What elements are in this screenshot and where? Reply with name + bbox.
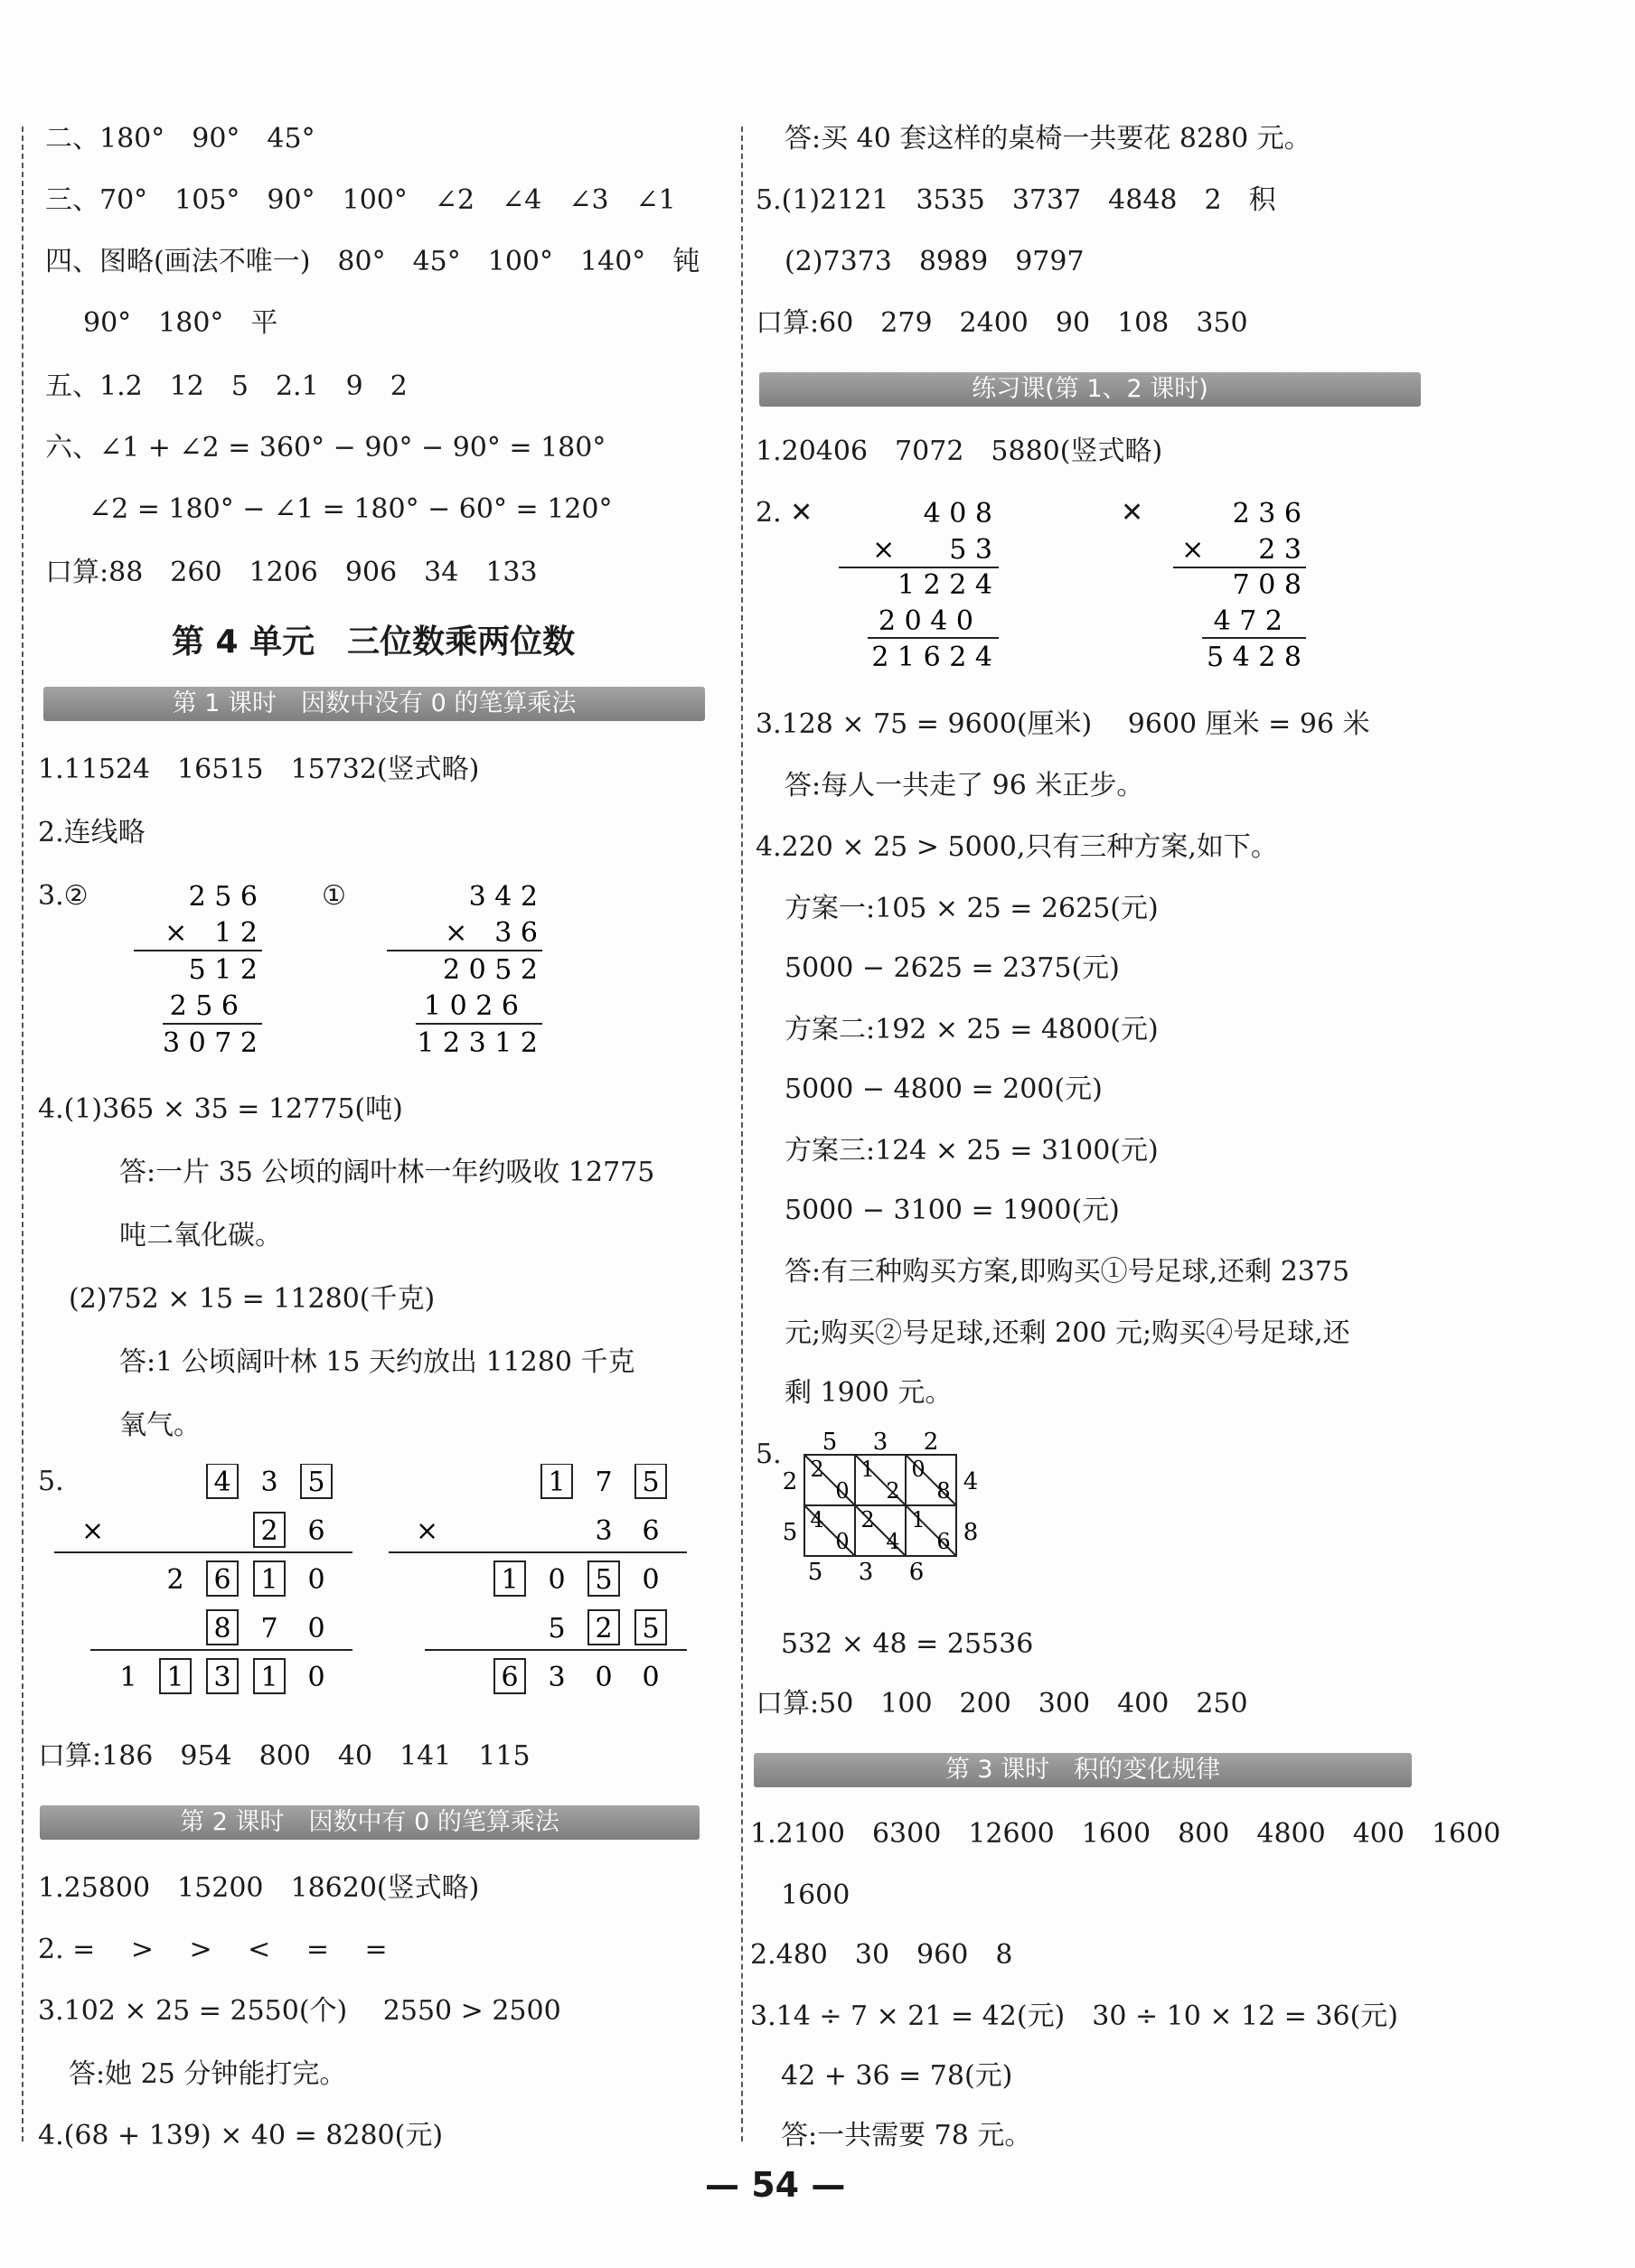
lattice-left-digit: 2 (782, 1468, 798, 1495)
lattice-right-digit: 8 (963, 1519, 979, 1546)
lattice-multiplication (768, 1428, 1067, 1608)
left-s3-label: 3.② (38, 880, 89, 912)
grid-digit: 3 (595, 1515, 613, 1547)
grid-digit: 5 (307, 1467, 325, 1498)
grid-digit: 1 (260, 1564, 278, 1596)
lattice-digit: 0 (835, 1478, 850, 1504)
grid-digit: 0 (642, 1564, 660, 1596)
grid-digit: 6 (642, 1515, 660, 1547)
mult-line: × 1 2 (164, 917, 258, 949)
mult-line: 1 2 3 1 2 (417, 1027, 538, 1059)
left-s3-label2: ① (322, 880, 346, 912)
mult-line: 2 5 6 (169, 990, 239, 1022)
left-s6: 口算:186 954 800 40 141 115 (38, 1740, 531, 1772)
lattice-top-digit: 3 (872, 1429, 888, 1456)
lesson-band-3: 练习课(第 1、2 课时) (759, 372, 1421, 407)
lattice-digit: 2 (886, 1478, 900, 1504)
grid-digit: 4 (213, 1467, 231, 1498)
grid-digit: 0 (642, 1662, 660, 1693)
mult-line: × 2 3 (1181, 534, 1301, 566)
grid-digit: 6 (501, 1662, 519, 1693)
right-b4h: 元;购买②号足球,还剩 200 元;购买④号足球,还 (785, 1317, 1350, 1349)
times-sign: × (81, 1515, 105, 1547)
right-c3c: 答:一共需要 78 元。 (781, 2120, 1032, 2151)
mult-line: 1 2 2 4 (897, 569, 992, 601)
grid-digit: 8 (213, 1613, 231, 1645)
lattice-digit: 2 (810, 1457, 824, 1482)
right-b3: 3.128 × 75 = 9600(厘米) 9600 厘米 = 96 米 (756, 708, 1370, 740)
right-b4b: 5000 − 2625 = 2375(元) (785, 952, 1120, 984)
grid-digit: 1 (166, 1662, 184, 1693)
right-a4: 口算:60 279 2400 90 108 350 (756, 307, 1248, 339)
lattice-digit: 1 (860, 1457, 875, 1482)
left-r6: 六、∠1 + ∠2 = 360° − 90° − 90° = 180° (45, 432, 606, 464)
grid-digit: 0 (307, 1564, 325, 1596)
left-s4f: 氧气。 (119, 1410, 201, 1441)
column-divider (741, 127, 743, 2141)
lattice-left-digit: 5 (782, 1519, 798, 1546)
vertical-multiplication-1 (127, 876, 271, 1066)
mult-line: 7 0 8 (1232, 569, 1301, 601)
grid-digit: 6 (213, 1564, 231, 1596)
lesson-band-4: 第 3 课时 积的变化规律 (754, 1753, 1412, 1787)
mult-line: × 5 3 (872, 534, 992, 566)
vertical-multiplication-4 (1166, 493, 1329, 683)
mult-line: 5 1 2 (188, 954, 258, 986)
left-r1: 二、180° 90° 45° (45, 123, 315, 155)
right-a1: 答:买 40 套这样的桌椅一共要花 8280 元。 (785, 123, 1311, 155)
left-margin-line (22, 127, 23, 2141)
right-b5-label: 5. (756, 1439, 782, 1470)
right-a3: (2)7373 8989 9797 (785, 246, 1085, 277)
right-a2: 5.(1)2121 3535 3737 4848 2 积 (756, 184, 1276, 216)
right-b4e: 方案三:124 × 25 = 3100(元) (785, 1135, 1159, 1167)
vertical-multiplication-3 (832, 493, 1012, 683)
right-b4f: 5000 − 3100 = 1900(元) (785, 1195, 1120, 1226)
lattice-bottom-digit: 6 (908, 1559, 925, 1586)
lattice-digit: 6 (936, 1529, 951, 1554)
left-r5: 五、1.2 12 5 2.1 9 2 (45, 370, 408, 402)
mult-line: 2 5 6 (188, 881, 258, 913)
mult-line: 4 0 8 (923, 498, 992, 530)
right-b1: 1.20406 7072 5880(竖式略) (756, 436, 1163, 467)
grid-digit: 5 (548, 1613, 566, 1645)
left-t2: 2. = > > < = = (38, 1934, 388, 1965)
right-b4g: 答:有三种购买方案,即购买①号足球,还剩 2375 (785, 1256, 1350, 1288)
lattice-right-digit: 4 (963, 1468, 979, 1495)
grid-digit: 2 (166, 1564, 184, 1596)
left-r4: 90° 180° 平 (83, 307, 278, 339)
right-c2: 2.480 30 960 8 (750, 1939, 1013, 1971)
grid-digit: 2 (595, 1613, 613, 1645)
unit-title: 第 4 单元 三位数乘两位数 (172, 623, 576, 661)
lattice-bottom-digit: 5 (807, 1559, 823, 1586)
grid-digit: 7 (595, 1467, 613, 1498)
grid-digit: 5 (642, 1613, 660, 1645)
page-number: — 54 — (705, 2165, 846, 2205)
left-r7: ∠2 = 180° − ∠1 = 180° − 60° = 120° (89, 493, 613, 525)
lattice-digit: 4 (886, 1529, 900, 1554)
grid-digit: 5 (642, 1467, 660, 1498)
lattice-digit: 8 (936, 1478, 951, 1504)
left-s2: 2.连线略 (38, 817, 146, 848)
left-r8: 口算:88 260 1206 906 34 133 (45, 557, 538, 588)
mult-line: 5 4 2 8 (1207, 642, 1301, 673)
grid-digit: 2 (260, 1515, 278, 1547)
boxed-multiplication-1 (54, 1464, 362, 1708)
lesson-band-1: 第 1 课时 因数中没有 0 的笔算乘法 (43, 687, 705, 721)
grid-digit: 6 (307, 1515, 325, 1547)
mult-line: 1 0 2 6 (424, 990, 519, 1022)
left-r2: 三、70° 105° 90° 100° ∠2 ∠4 ∠3 ∠1 (45, 184, 676, 216)
lattice-top-digit: 2 (923, 1429, 939, 1456)
grid-digit: 3 (213, 1662, 231, 1693)
grid-digit: 1 (548, 1467, 566, 1498)
grid-digit: 7 (260, 1613, 278, 1645)
grid-digit: 0 (548, 1564, 566, 1596)
grid-digit: 0 (307, 1613, 325, 1645)
mult-line: 3 0 7 2 (163, 1027, 258, 1059)
lattice-digit: 0 (835, 1529, 850, 1554)
left-s4e: 答:1 公顷阔叶林 15 天约放出 11280 千克 (119, 1346, 635, 1378)
left-s4a: 4.(1)365 × 35 = 12775(吨) (38, 1093, 403, 1125)
left-t3: 3.102 × 25 = 2550(个) 2550 > 2500 (38, 1995, 561, 2027)
mult-line: 2 3 6 (1232, 498, 1301, 530)
grid-digit: 1 (501, 1564, 519, 1596)
mult-line: 2 1 6 2 4 (871, 642, 992, 673)
lattice-top-digit: 5 (822, 1429, 838, 1456)
grid-digit: 1 (119, 1662, 137, 1693)
right-c3: 3.14 ÷ 7 × 21 = 42(元) 30 ÷ 10 × 12 = 36(元) (750, 2001, 1398, 2032)
lattice-digit: 2 (860, 1507, 875, 1532)
right-b4c: 方案二:192 × 25 = 4800(元) (785, 1014, 1159, 1045)
mult-line: 2 0 5 2 (443, 954, 538, 986)
right-c1b: 1600 (781, 1879, 850, 1911)
lattice-digit: 0 (911, 1457, 926, 1482)
mult-line: 2 0 4 0 (879, 605, 973, 637)
left-t4: 4.(68 + 139) × 40 = 8280(元) (38, 2120, 444, 2151)
left-t3b: 答:她 25 分钟能打完。 (69, 2058, 347, 2090)
mult-line: 4 7 2 (1213, 605, 1283, 637)
right-b6: 口算:50 100 200 300 400 250 (756, 1688, 1248, 1720)
mult-line: × 3 6 (445, 917, 538, 949)
lattice-bottom-digit: 3 (858, 1559, 874, 1586)
right-b2-label2: ✕ (1121, 497, 1144, 529)
grid-digit: 0 (307, 1662, 325, 1693)
left-s4c: 吨二氧化碳。 (119, 1220, 282, 1251)
left-s5-label: 5. (38, 1466, 64, 1497)
left-t1: 1.25800 15200 18620(竖式略) (38, 1872, 480, 1904)
boxed-multiplication-2 (389, 1464, 696, 1708)
lattice-digit: 4 (810, 1507, 824, 1532)
vertical-multiplication-2 (380, 876, 551, 1066)
lesson-band-2: 第 2 课时 因数中有 0 的笔算乘法 (40, 1805, 700, 1840)
left-s4d: (2)752 × 15 = 11280(千克) (69, 1283, 436, 1315)
right-b4d: 5000 − 4800 = 200(元) (785, 1073, 1103, 1105)
mult-line: 3 4 2 (468, 881, 538, 913)
right-b2-label: 2. ✕ (756, 497, 813, 529)
grid-digit: 0 (595, 1662, 613, 1693)
left-r3: 四、图略(画法不唯一) 80° 45° 100° 140° 钝 (45, 246, 700, 277)
right-b3b: 答:每人一共走了 96 米正步。 (785, 770, 1144, 801)
times-sign: × (416, 1515, 439, 1547)
left-s4b: 答:一片 35 公顷的阔叶林一年约吸收 12775 (119, 1157, 655, 1188)
left-s1: 1.11524 16515 15732(竖式略) (38, 754, 480, 785)
grid-digit: 5 (595, 1564, 613, 1596)
right-b4i: 剩 1900 元。 (785, 1377, 953, 1409)
grid-digit: 3 (548, 1662, 566, 1693)
right-b4: 4.220 × 25 > 5000,只有三种方案,如下。 (756, 831, 1278, 863)
right-b5eq: 532 × 48 = 25536 (781, 1628, 1034, 1660)
right-b4a: 方案一:105 × 25 = 2625(元) (785, 893, 1159, 924)
lattice-digit: 1 (911, 1507, 926, 1532)
grid-digit: 1 (260, 1662, 278, 1693)
right-c1: 1.2100 6300 12600 1600 800 4800 400 1600 (750, 1818, 1501, 1850)
grid-digit: 3 (260, 1467, 278, 1498)
right-c3b: 42 + 36 = 78(元) (781, 2060, 1013, 2092)
